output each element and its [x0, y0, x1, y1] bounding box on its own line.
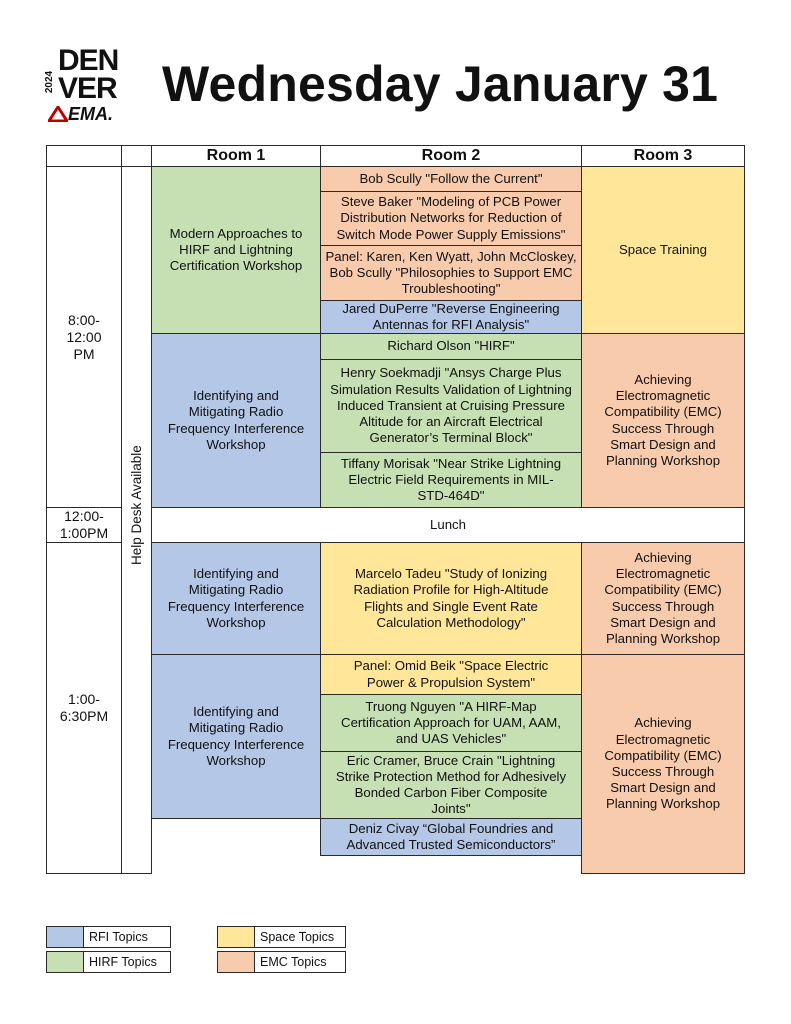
room3-session-emc-workshop-1: Achieving Electromagnetic Compatibility (EMC) Success Through Smart Design and Planning Workshop — [581, 333, 745, 508]
logo-year: 2024 — [44, 70, 55, 94]
room1-session-rfi-workshop-1: Identifying and Mitigating Radio Frequency Interference Workshop — [151, 333, 321, 508]
denver-logo — [44, 44, 134, 124]
room2-talk-baker: Steve Baker "Modeling of PCB Power Distribution Networks for Reduction of Switch Mode Power Supply Emissions" — [320, 191, 582, 246]
legend-hirf-label: HIRF Topics — [83, 951, 171, 973]
room2-talk-nguyen: Truong Nguyen "A HIRF-Map Certification Approach for UAM, AAM, and UAS Vehicles" — [320, 694, 582, 752]
room3-session-emc-workshop-2: Achieving Electromagnetic Compatibility (EMC) Success Through Smart Design and Planning Workshop — [581, 542, 745, 655]
legend-rfi-label: RFI Topics — [83, 926, 171, 948]
room2-talk-soekmadji: Henry Soekmadji "Ansys Charge Plus Simulation Results Validation of Lightning Induced Transient at Cruising Pressure Altitude for an Aircraft Electrical Generator’s Terminal Block" — [320, 359, 582, 453]
legend-space-label: Space Topics — [254, 926, 346, 948]
room2-talk-civay: Deniz Civay “Global Foundries and Advanced Trusted Semiconductors” — [320, 818, 582, 856]
logo-line1: DEN — [58, 44, 119, 77]
help-desk-label: Help Desk Available — [128, 445, 144, 566]
room2-talk-scully: Bob Scully "Follow the Current" — [320, 166, 582, 192]
legend-emc-label: EMC Topics — [254, 951, 346, 973]
room1-session-rfi-workshop-3: Identifying and Mitigating Radio Frequency Interference Workshop — [151, 654, 321, 819]
header-blank-time — [46, 145, 122, 167]
legend-rfi-swatch — [46, 926, 84, 948]
legend-hirf-swatch — [46, 951, 84, 973]
lunch-row: Lunch — [151, 507, 745, 543]
help-desk-column — [121, 166, 152, 874]
header-blank-helpdesk — [121, 145, 152, 167]
logo-line2: VER — [58, 72, 117, 105]
room2-talk-morisak: Tiffany Morisak "Near Strike Lightning Electric Field Requirements in MIL-STD-464D" — [320, 452, 582, 508]
header-room2: Room 2 — [320, 145, 582, 167]
time-afternoon: 1:00- 6:30PM — [46, 542, 122, 874]
room2-talk-duperre: Jared DuPerre "Reverse Engineering Antennas for RFI Analysis" — [320, 300, 582, 334]
room1-session-rfi-workshop-2: Identifying and Mitigating Radio Frequency Interference Workshop — [151, 542, 321, 655]
page-title: Wednesday January 31 — [162, 56, 719, 112]
logo-triangle-icon — [48, 106, 68, 122]
room2-talk-cramer-crain: Eric Cramer, Bruce Crain "Lightning Strike Protection Method for Adhesively Bonded Carbon Fiber Composite Joints" — [320, 751, 582, 819]
room2-talk-tadeu: Marcelo Tadeu "Study of Ionizing Radiation Profile for High-Altitude Flights and Single Event Rate Calculation Methodology" — [320, 542, 582, 655]
logo-brand: EMA. — [68, 104, 113, 124]
room2-talk-olson: Richard Olson "HIRF" — [320, 333, 582, 360]
room2-talk-beik: Panel: Omid Beik "Space Electric Power & Propulsion System" — [320, 654, 582, 695]
room1-session-hirf-workshop: Modern Approaches to HIRF and Lightning Certification Workshop — [151, 166, 321, 334]
header-room1: Room 1 — [151, 145, 321, 167]
header-room3: Room 3 — [581, 145, 745, 167]
legend-space-swatch — [217, 926, 255, 948]
time-lunch: 12:00- 1:00PM — [46, 507, 122, 543]
room2-talk-panel-emc: Panel: Karen, Ken Wyatt, John McCloskey, Bob Scully "Philosophies to Support EMC Troubleshooting" — [320, 245, 582, 301]
room3-session-space-training: Space Training — [581, 166, 745, 334]
time-morning: 8:00- 12:00 PM — [46, 166, 122, 508]
room3-session-emc-workshop-3: Achieving Electromagnetic Compatibility (EMC) Success Through Smart Design and Planning Workshop — [581, 654, 745, 874]
legend-emc-swatch — [217, 951, 255, 973]
